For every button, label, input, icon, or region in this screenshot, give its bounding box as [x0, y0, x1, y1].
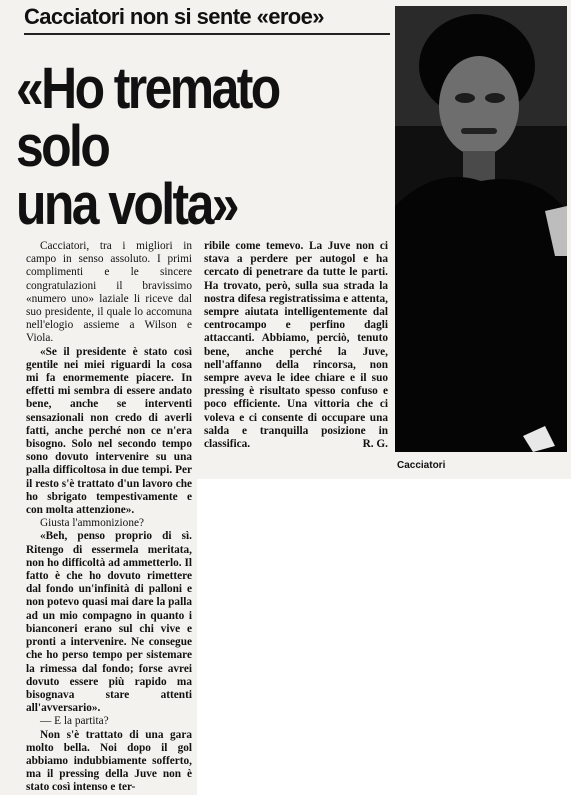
intro-paragraph: Cacciatori, tra i migliori in campo in senso assoluto. I primi complimenti e le sincere congratulazioni il bravissimo «numero uno» laziale li riceve dal suo presidente, il quale lo accomuna nell'elogio assieme a Wilson e Viola.	[26, 240, 192, 345]
article-headline: «Ho tremato solo una volta»	[16, 56, 279, 237]
article-kicker: Cacciatori non si sente «eroe»	[24, 4, 324, 29]
answer-paragraph-3b	[204, 240, 388, 451]
player-photo	[395, 6, 567, 452]
player-silhouette-image	[395, 6, 567, 452]
answer-text-3b: ribile come temevo. La Juve non ci stava a perdere per autogol e ha cercato di penetrare da tutte le parti. Ha trovato, però, sulla sua strada la nostra difesa registratissima e attenta, sempre aiutata intelligentemente dal centrocampo e perfino dagli attaccanti. Abbiamo, perciò, tenuto bene, anche perché la Juve, nell'affanno della rincorsa, non sempre aveva le idee chiare e il suo pressing è risultato spesso confuso e poco efficiente. Una vittoria che ci voleva e ci consente di occupare una salda e tranquilla posizione in classifica.	[204, 240, 388, 451]
article-column-2	[204, 240, 388, 451]
answer-paragraph-3a: Non s'è trattato di una gara molto bella. Noi dopo il gol abbiamo indubbiamente sofferto, ma il pressing della Juve non è stato così intenso e ter-	[26, 728, 192, 794]
kicker-rule	[24, 33, 390, 35]
photo-caption: Cacciatori	[397, 460, 446, 471]
answer-paragraph-1: «Se il presidente è stato così gentile nei miei riguardi la cosa mi fa enormemente piacere. In effetti mi sembra di essere andato bene, anche se interventi sensazionali non credo di averli fatti, anche perché non ce n'era bisogno. Solo nel secondo tempo sono dovuto intervenire su una palla difficoltosa in due tempi. Per il resto s'è trattato d'un lavoro che ho sbrigato tempestivamente e con molta attenzione».	[26, 345, 192, 517]
answer-paragraph-2: «Beh, penso proprio di sì. Ritengo di essermela meritata, non ho difficoltà ad ammetterlo. Il fatto è che ho dovuto rimettere dal fondo un'infinità di palloni e non potevo quasi mai dare la palla ad un mio compagno in quanto i bianconeri erano sul chi vive e pronti a intervenire. Ne consegue che ho perso tempo per sistemare la rimessa dal fondo; forse avrei dovuto essere più rapido ma bisognava stare attenti all'avversario».	[26, 530, 192, 715]
article-column-1	[26, 240, 192, 795]
question-paragraph-2: Giusta l'ammonizione?	[40, 517, 144, 530]
author-signature: R. G.	[362, 438, 388, 451]
question-paragraph-3: — E la partita?	[40, 715, 109, 728]
